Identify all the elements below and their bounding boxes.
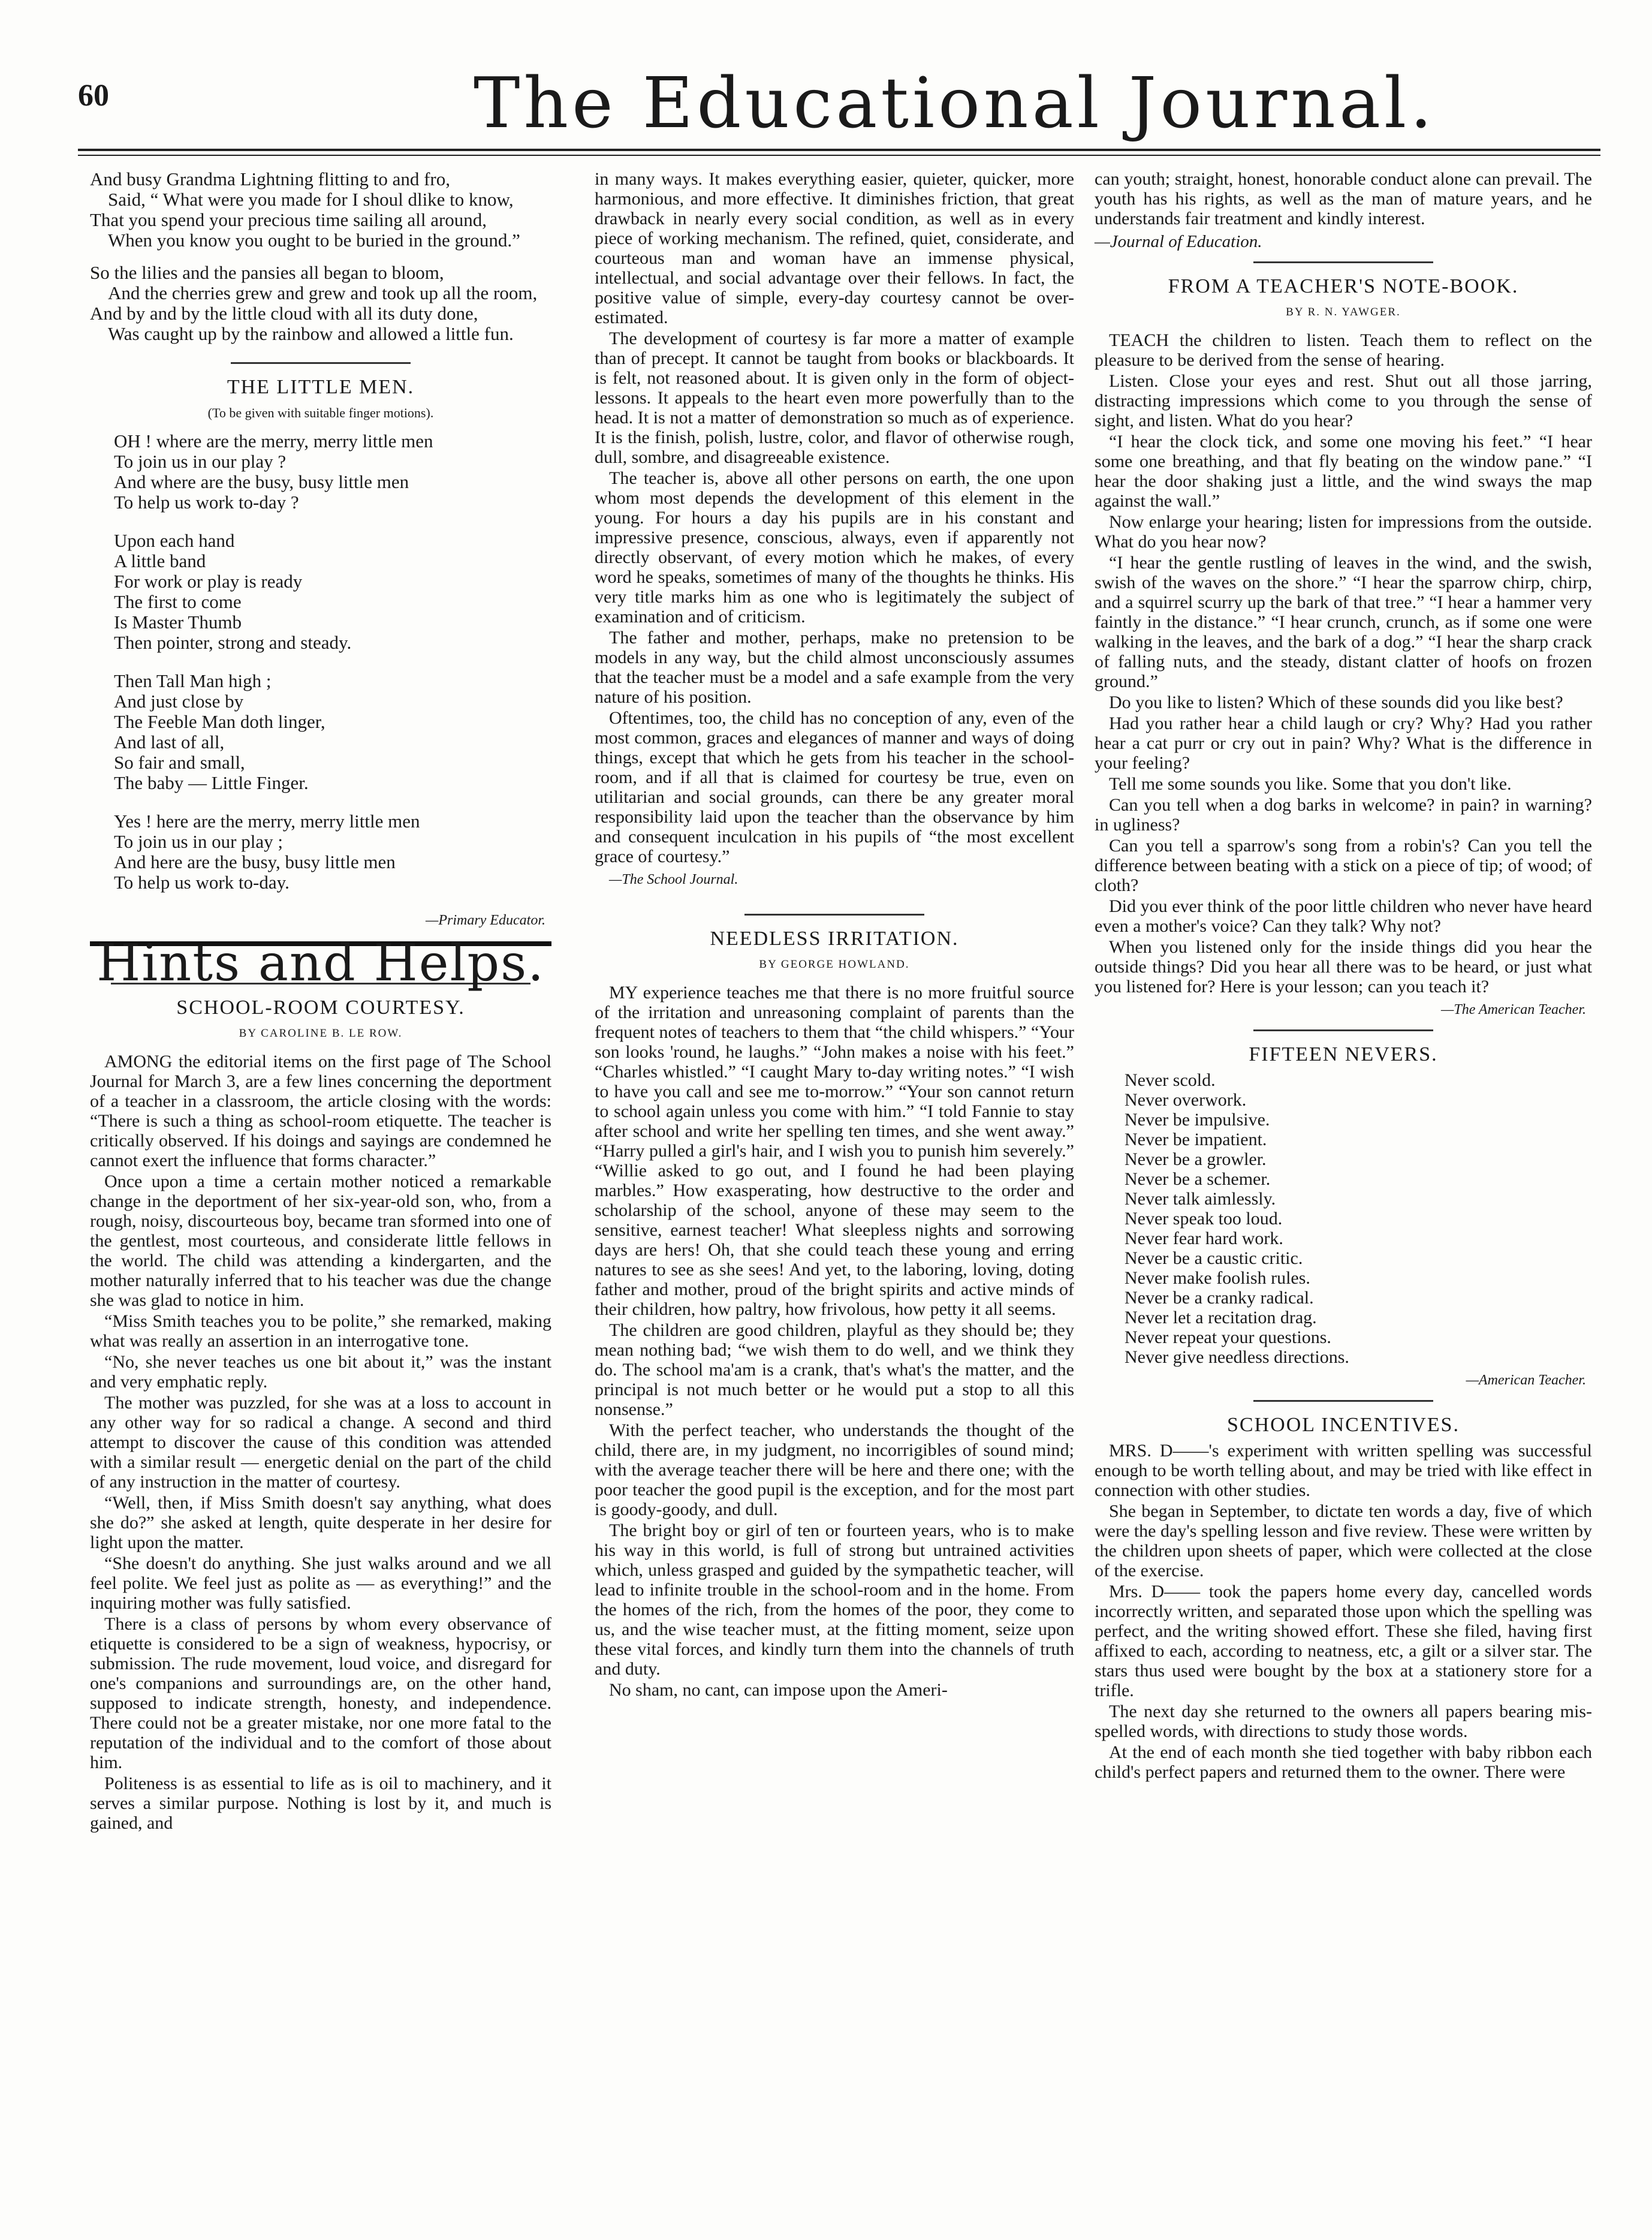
stanza: Upon each hand A little band For work or play is ready The first to come Is Master Thumb Then pointer, strong and steady. bbox=[114, 530, 352, 653]
list-item: Never repeat your questions. bbox=[1125, 1327, 1331, 1347]
paragraph: The teacher is, above all other persons on earth, the one upon whom most depends the development of this element in the young. For hours a day his pupils are in his constant and impressive presence, conscious, always, even if apparently not directly observant, of every motion which he makes, of every word he speaks, sometimes of many of the thoughts he thinks. His very title marks him as one who is legitimately the subject of examination and of criticism. bbox=[595, 468, 1074, 627]
notebook-attribution: —The American Teacher. bbox=[1441, 1002, 1586, 1017]
nevers-list bbox=[1095, 1070, 1592, 1367]
paragraph: The mother was puzzled, for she was at a loss to account in any other way for so radical a change. A second and third attempt to discover the cause of this condition was attended with a similar result — energetic denial on the part of the child of any instruction in the matter of courtesy. bbox=[90, 1393, 551, 1492]
poem-line: Said, “ What were you made for I shoul dlike to know, bbox=[108, 189, 514, 210]
stanza: Then Tall Man high ; And just close by The Feeble Man doth linger, And last of all, So fair and small, The baby — Little Finger. bbox=[114, 670, 325, 793]
paragraph: can youth; straight, honest, honorable conduct alone can prevail. The youth has his rights, as well as the man of mature years, and he understands fair treatment and kindly interest. bbox=[1095, 169, 1592, 228]
divider bbox=[231, 362, 411, 364]
paragraph: The next day she returned to the owners all papers bearing mis-spelled words, with directions to study those words. bbox=[1095, 1702, 1592, 1741]
paragraph: Can you tell a sparrow's song from a robin's? Can you tell the difference between beating with a stick on a piece of tip; of wood; of cloth? bbox=[1095, 836, 1592, 895]
paragraph: “Miss Smith teaches you to be polite,” she remarked, making what was really an assertion in an interrogative tone. bbox=[90, 1311, 551, 1351]
incentives-title: SCHOOL INCENTIVES. bbox=[1227, 1414, 1460, 1436]
nevers-title: FIFTEEN NEVERS. bbox=[1249, 1043, 1438, 1065]
paragraph: With the perfect teacher, who understands the thought of the child, there are, in my judgment, no incorrigibles of sound mind; with the average teacher there will be here and there one; with the poor teacher the good pupil is the exception, and for the most part is goody-goody, and dull. bbox=[595, 1420, 1074, 1519]
divider bbox=[1253, 1029, 1433, 1031]
poem-line: And by and by the little cloud with all its duty done, bbox=[90, 303, 478, 324]
paragraph: Politeness is as essential to life as is oil to machinery, and it serves a similar purpose. Nothing is lost by it, and much is gained, and bbox=[90, 1774, 551, 1833]
list-item: Never be impatient. bbox=[1125, 1130, 1267, 1149]
paragraph: At the end of each month she tied together with baby ribbon each child's perfect papers and returned them to the owner. There were bbox=[1095, 1742, 1592, 1782]
paragraph: The bright boy or girl of ten or fourteen years, who is to make his way in this world, is full of strong but untrained activities which, unless grasped and guided by the sympathetic teacher, will lead to infinite trouble in the school-room and in the home. From the homes of the rich, from the homes of the poor, they come to us, and the wise teacher must, at the fitting moment, seize upon these vital forces, and kindly turn them into the channels of truth and duty. bbox=[595, 1521, 1074, 1679]
paragraph: When you listened only for the inside things did you hear the outside things? Did you hear all there was to be heard, or just what you listened for? Here is your lesson; can you teach it? bbox=[1095, 937, 1592, 996]
courtesy-attribution: —The School Journal. bbox=[609, 872, 738, 887]
list-item: Never be a schemer. bbox=[1125, 1169, 1271, 1189]
little-men-subtitle: (To be given with suitable finger motions). bbox=[207, 405, 434, 420]
divider bbox=[744, 914, 924, 916]
paragraph: AMONG the editorial items on the first page of The School Journal for March 3, are a few lines concerning the deportment of a teacher in a classroom, the article closing with the words: “There is such a thing as school-room etiquette. The teacher is critically observed. If his doings and sayings are condemned he cannot exert the influence that forms character.” bbox=[90, 1052, 551, 1170]
column-3 bbox=[1095, 169, 1592, 1783]
paragraph: Now enlarge your hearing; listen for impressions from the outside. What do you hear now? bbox=[1095, 512, 1592, 552]
needless-title: NEEDLESS IRRITATION. bbox=[710, 928, 959, 950]
courtesy-byline: BY CAROLINE B. LE ROW. bbox=[239, 1027, 403, 1040]
paragraph: The development of courtesy is far more a matter of example than of precept. It cannot be taught from books or blackboards. It is felt, not reasoned about. It is given only in the form of object-lessons. It appeals to the heart even more powerfully than to the head. It is not a matter of demonstration so much as of experience. It is the finish, polish, lustre, color, and flavor of otherwise rough, dull, sombre, and disagreeable existence. bbox=[595, 329, 1074, 467]
masthead: The Educational Journal. bbox=[474, 63, 1436, 144]
notebook-byline: BY R. N. YAWGER. bbox=[1286, 306, 1401, 318]
list-item: Never talk aimlessly. bbox=[1125, 1189, 1276, 1209]
paragraph: Mrs. D—— took the papers home every day, cancelled words incorrectly written, and separated those upon which the spelling was perfect, and the writing showed effort. These she filed, having first affixed to each, according to neatness, etc, a gilt or a silver star. The stars thus used were bought by the box at a stationery store for a trifle. bbox=[1095, 1582, 1592, 1700]
list-item: Never let a recitation drag. bbox=[1125, 1308, 1317, 1327]
poem-line: When you know you ought to be buried in the ground.” bbox=[108, 230, 520, 251]
paragraph: “No, she never teaches us one bit about it,” was the instant and very emphatic reply. bbox=[90, 1352, 551, 1392]
section-heading: Hints and Helps. bbox=[97, 934, 545, 992]
paragraph: TEACH the children to listen. Teach them to reflect on the pleasure to be derived from the sense of hearing. bbox=[1095, 330, 1592, 370]
list-item: Never speak too loud. bbox=[1125, 1209, 1283, 1229]
little-men-poem bbox=[90, 431, 551, 893]
list-item: Never scold. bbox=[1125, 1070, 1216, 1090]
nevers-attribution: —American Teacher. bbox=[1466, 1372, 1586, 1388]
paragraph: No sham, no cant, can impose upon the Ameri- bbox=[609, 1680, 948, 1700]
column-1 bbox=[90, 169, 551, 1834]
divider bbox=[1253, 1400, 1433, 1402]
paragraph: Had you rather hear a child laugh or cry? Why? Had you rather hear a cat purr or cry out in pain? Why? What is the difference in your feeling? bbox=[1095, 713, 1592, 773]
stanza: OH ! where are the merry, merry little men To join us in our play ? And where are the busy, busy little men To help us work to-day ? bbox=[114, 430, 433, 513]
header-rule bbox=[78, 149, 1600, 151]
poem-line: And busy Grandma Lightning flitting to and fro, bbox=[90, 168, 450, 189]
paragraph: Tell me some sounds you like. Some that you don't like. bbox=[1109, 774, 1512, 794]
paragraph: Once upon a time a certain mother noticed a remarkable change in the deportment of her six-year-old son, who, from a rough, noisy, discourteous boy, became tran sformed into one of the gentlest, most courteous, and considerate little fellows in the world. The child was attending a kindergarten, and the mother naturally inferred that to his teacher was due the change she was glad to notice in him. bbox=[90, 1172, 551, 1310]
paragraph: “Well, then, if Miss Smith doesn't say anything, what does she do?” she asked at length, quite desperate in her desire for light upon the matter. bbox=[90, 1493, 551, 1552]
list-item: Never be a cranky radical. bbox=[1125, 1288, 1314, 1308]
paragraph: The children are good children, playful as they should be; they mean nothing bad; “we wish them to do well, and we think they do. The school ma'am is a crank, that's what's the matter, and the principal is not much better or he would put a stop to all this nonsense.” bbox=[595, 1320, 1074, 1419]
notebook-title: FROM A TEACHER'S NOTE-BOOK. bbox=[1168, 275, 1519, 297]
paragraph: Oftentimes, too, the child has no conception of any, even of the most common, graces and elegances of manner and ways of doing things, except that which he gets from his teacher in the school-room, and if all that is claimed for courtesy be true, even on utilitarian and social grounds, can there be any greater moral responsibility laid upon the teacher than the observance by him and consequent inculcation in his pupils of “the most excellent grace of courtesy.” bbox=[595, 708, 1074, 866]
paragraph: “She doesn't do anything. She just walks around and we all feel polite. We feel just as polite as — as everything!” and the inquiring mother was fully satisfied. bbox=[90, 1553, 551, 1613]
needless-attribution: —Journal of Education. bbox=[1095, 232, 1262, 251]
poem-ending bbox=[90, 169, 551, 344]
poem-line: That you spend your precious time sailing all around, bbox=[90, 209, 487, 230]
paragraph: There is a class of persons by whom every observance of etiquette is considered to be a sign of weakness, hypocrisy, or submission. The rude movement, loud voice, and disregard for one's companions and surroundings are, on the other hand, supposed to indicate strength, honesty, and independence. There could not be a greater mistake, nor one more fatal to the reputation of the individual and to the comfort of those about him. bbox=[90, 1614, 551, 1772]
poem-line: And the cherries grew and grew and took up all the room, bbox=[108, 282, 538, 303]
poem-line: So the lilies and the pansies all began to bloom, bbox=[90, 262, 444, 283]
paragraph: She began in September, to dictate ten words a day, five of which were the day's spelling lesson and five review. These were written by the children upon sheets of paper, which were collected at the close of the exercise. bbox=[1095, 1501, 1592, 1580]
list-item: Never be a caustic critic. bbox=[1125, 1248, 1303, 1268]
paragraph: MRS. D——'s experiment with written spelling was successful enough to be worth telling about, and may be tried with like effect in connection with other studies. bbox=[1095, 1441, 1592, 1500]
header-rule-thin bbox=[78, 155, 1600, 156]
courtesy-title: SCHOOL-ROOM COURTESY. bbox=[176, 996, 465, 1019]
little-men-attribution: —Primary Educator. bbox=[426, 913, 545, 928]
stanza: Yes ! here are the merry, merry little men To join us in our play ; And here are the busy, busy little men To help us work to-day. bbox=[114, 811, 420, 893]
paragraph: Do you like to listen? Which of these sounds did you like best? bbox=[1109, 693, 1563, 712]
paragraph: MY experience teaches me that there is no more fruitful source of the irritation and unreasoning complaint of parents than the frequent notes of teachers to them that “the child whispers.” “Your son looks 'round, he laughs.” “John makes a noise with his feet.” “Charles whistled.” “I caught Mary to-day writing notes.” “I wish to have you call and see me to-morrow.” “Your son cannot return to school again unless you come with him.” “I told Fannie to stay after school and write her spelling ten times, and she went away.” “Harry pulled a girl's hair, and I wish you to punish him severely.” “Willie asked to go out, and I found he had been playing marbles.” How exasperating, how destructive to the order and scholarship of the school, anyone of these may seem to the sensitive, earnest teacher! What sleepless nights and sorrowing days are hers! Oh, that she could teach these young and erring natures to see as she sees! And yet, to the laboring, loving, doting father and mother, proud of the bright spirits and active minds of their children, how paltry, how frivolous, how petty it all seems. bbox=[595, 983, 1074, 1319]
paragraph: “I hear the clock tick, and some one moving his feet.” “I hear some one breathing, and that fly beating on the window pane.” “I hear the door shaking just a little, and the wind sways the map against the wall.” bbox=[1095, 432, 1592, 511]
poem-line: Was caught up by the rainbow and allowed a little fun. bbox=[108, 323, 514, 344]
needless-byline: BY GEORGE HOWLAND. bbox=[759, 958, 910, 971]
list-item: Never be a growler. bbox=[1125, 1149, 1267, 1169]
paragraph: Listen. Close your eyes and rest. Shut out all those jarring, distracting impressions which come to you through the sense of sight, and listen. What do you hear? bbox=[1095, 371, 1592, 430]
page-number: 60 bbox=[78, 79, 109, 113]
divider bbox=[1253, 261, 1433, 263]
little-men-title: THE LITTLE MEN. bbox=[227, 376, 415, 398]
paragraph: in many ways. It makes everything easier, quieter, quicker, more harmonious, and more effective. It diminishes friction, that great drawback in nearly every social condition, as well as in every piece of working mechanism. The refined, quiet, considerate, and courteous man and woman have an immense physical, intellectual, and social advantage over their fellows. In fact, the positive value of simple, every-day courtesy cannot be over-estimated. bbox=[595, 169, 1074, 327]
list-item: Never make foolish rules. bbox=[1125, 1268, 1310, 1288]
paragraph: The father and mother, perhaps, make no pretension to be models in any way, but the child almost unconsciously assumes that the teacher must be a model and a safe example from the very nature of his position. bbox=[595, 628, 1074, 707]
paragraph: Can you tell when a dog barks in welcome? in pain? in warning? in ugliness? bbox=[1095, 795, 1592, 835]
paragraph: “I hear the gentle rustling of leaves in the wind, and the swish, swish of the waves on the shore.” “I hear the sparrow chirp, chirp, and a squirrel scurry up the bark of that tree.” “I hear a hammer very faintly in the distance.” “I hear crunch, crunch, as if some one were walking in the leaves, and the bark of a dog.” “I hear the sharp crack of falling nuts, and the steady, distant clatter of hoofs on frozen ground.” bbox=[1095, 553, 1592, 691]
list-item: Never fear hard work. bbox=[1125, 1229, 1283, 1248]
list-item: Never overwork. bbox=[1125, 1090, 1247, 1110]
paragraph: Did you ever think of the poor little children who never have heard even a mother's voice? Can they talk? Why not? bbox=[1095, 896, 1592, 936]
list-item: Never give needless directions. bbox=[1125, 1347, 1349, 1367]
column-2 bbox=[595, 169, 1074, 1701]
list-item: Never be impulsive. bbox=[1125, 1110, 1270, 1130]
